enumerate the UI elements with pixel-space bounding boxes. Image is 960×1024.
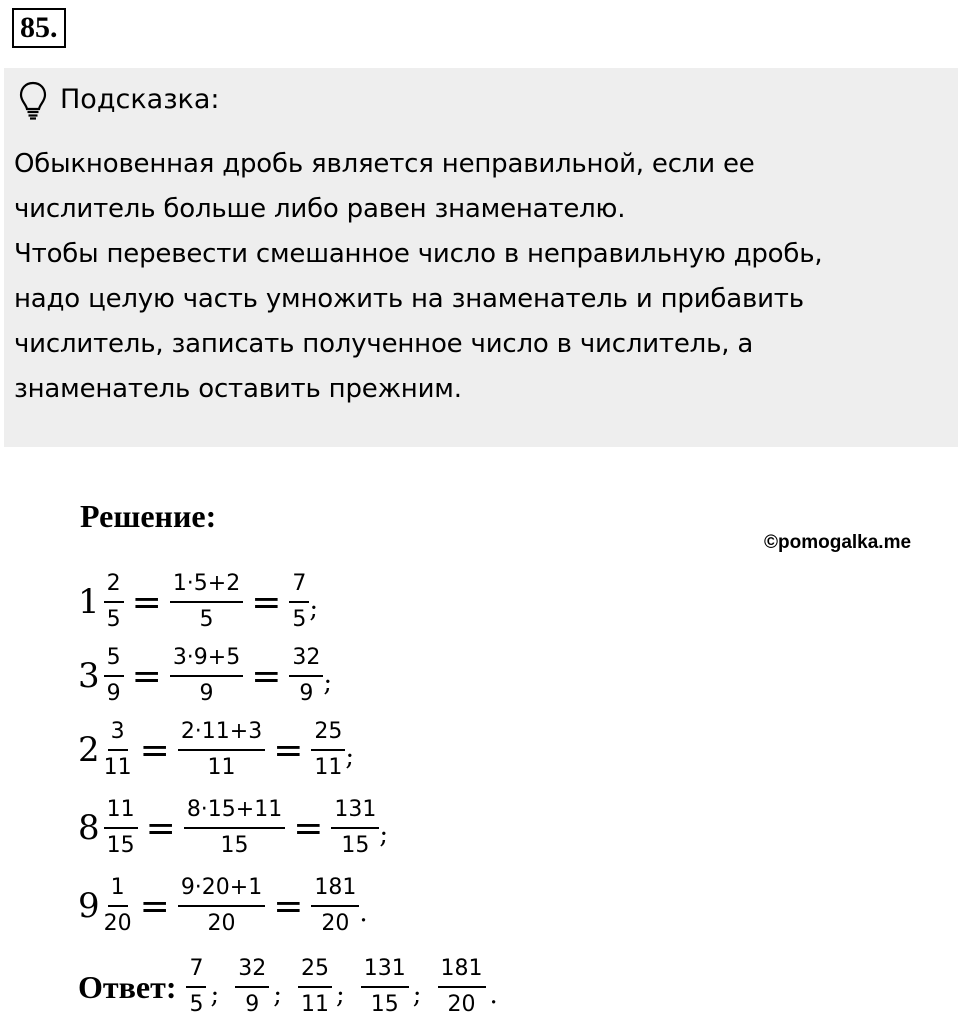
denominator: 20 — [103, 911, 132, 936]
hint-line: числитель, записать полученное число в числитель, а — [14, 329, 754, 359]
hint-text — [14, 142, 944, 412]
numerator: 1·5+2 — [170, 570, 243, 603]
denominator: 11 — [301, 992, 329, 1017]
numerator: 7 — [289, 570, 309, 603]
expression-fraction — [178, 718, 265, 782]
whole-part: 1 — [78, 582, 100, 622]
denominator: 15 — [220, 833, 249, 858]
answer-label: Ответ: — [78, 968, 177, 1005]
denominator: 11 — [103, 755, 132, 780]
denominator: 9 — [245, 992, 260, 1017]
lightbulb-icon — [18, 80, 48, 120]
answer-fraction — [361, 955, 409, 1019]
hint-line: числитель больше либо равен знаменателю. — [14, 194, 626, 224]
whole-part: 3 — [78, 656, 100, 696]
whole-part: 8 — [78, 808, 100, 848]
denominator: 15 — [106, 833, 135, 858]
denominator: 5 — [292, 607, 307, 632]
denominator: 11 — [314, 755, 343, 780]
mixed-fraction — [104, 718, 132, 782]
expression-fraction — [178, 874, 265, 938]
answer-fraction — [186, 955, 206, 1019]
punctuation: ; — [309, 594, 319, 624]
numerator: 181 — [438, 955, 486, 988]
answer-fraction — [298, 955, 332, 1019]
answer-fraction — [438, 955, 486, 1019]
numerator: 2 — [104, 570, 124, 603]
denominator: 15 — [370, 992, 399, 1017]
equals-sign: = — [273, 729, 304, 771]
punctuation: ; — [210, 980, 220, 1010]
whole-part: 9 — [78, 886, 100, 926]
punctuation: ; — [345, 742, 355, 772]
denominator: 5 — [199, 607, 214, 632]
numerator: 25 — [298, 955, 332, 988]
denominator: 9 — [199, 681, 214, 706]
equals-sign: = — [251, 655, 282, 697]
numerator: 5 — [104, 644, 124, 677]
hint-box — [4, 68, 958, 447]
punctuation: . — [359, 898, 368, 928]
denominator: 11 — [207, 755, 236, 780]
punctuation: ; — [336, 980, 345, 1010]
hint-line: Чтобы перевести смешанное число в неправильную дробь, — [14, 239, 823, 269]
equals-sign: = — [131, 655, 162, 697]
denominator: 15 — [341, 833, 370, 858]
equals-sign: = — [131, 581, 162, 623]
result-fraction — [289, 644, 323, 708]
denominator: 20 — [321, 911, 350, 936]
denominator: 5 — [189, 992, 204, 1017]
punctuation: ; — [412, 980, 422, 1010]
hint-line: Обыкновенная дробь является неправильной, если ее — [14, 149, 755, 179]
whole-part: 2 — [78, 730, 100, 770]
solution-title: Решение: — [80, 498, 217, 534]
answer-row — [78, 950, 514, 1024]
punctuation: ; — [273, 980, 282, 1010]
task-number: 85. — [12, 8, 66, 48]
numerator: 1 — [108, 874, 128, 907]
denominator: 9 — [299, 681, 314, 706]
numerator: 32 — [289, 644, 323, 677]
numerator: 25 — [311, 718, 345, 751]
numerator: 32 — [235, 955, 269, 988]
numerator: 181 — [311, 874, 359, 907]
result-fraction — [289, 570, 309, 634]
numerator: 131 — [331, 796, 379, 829]
mixed-fraction — [104, 644, 124, 708]
denominator: 9 — [106, 681, 121, 706]
punctuation: ; — [323, 668, 333, 698]
numerator: 7 — [186, 955, 206, 988]
numerator: 9·20+1 — [178, 874, 265, 907]
equals-sign: = — [293, 807, 324, 849]
numerator: 3 — [108, 718, 128, 751]
expression-fraction — [170, 570, 243, 634]
equals-sign: = — [273, 885, 304, 927]
expression-fraction — [170, 644, 243, 708]
hint-header — [18, 80, 220, 120]
equation-row — [78, 792, 388, 864]
denominator: 5 — [106, 607, 121, 632]
denominator: 20 — [447, 992, 476, 1017]
mixed-fraction — [104, 796, 138, 860]
numerator: 11 — [104, 796, 138, 829]
numerator: 8·15+11 — [184, 796, 285, 829]
hint-title: Подсказка: — [60, 84, 220, 115]
watermark: ©pomogalka.me — [764, 532, 912, 553]
result-fraction — [331, 796, 379, 860]
punctuation: . — [489, 980, 498, 1010]
numerator: 3·9+5 — [170, 644, 243, 677]
denominator: 20 — [207, 911, 236, 936]
equation-row — [78, 714, 354, 786]
result-fraction — [311, 718, 345, 782]
expression-fraction — [184, 796, 285, 860]
numerator: 131 — [361, 955, 409, 988]
equation-row — [78, 640, 332, 712]
numerator: 2·11+3 — [178, 718, 265, 751]
hint-line: надо целую часть умножить на знаменатель и прибавить — [14, 284, 804, 314]
mixed-fraction — [104, 874, 132, 938]
equation-row — [78, 566, 318, 638]
equals-sign: = — [139, 729, 170, 771]
answer-fraction — [235, 955, 269, 1019]
equation-row — [78, 870, 368, 942]
mixed-fraction — [104, 570, 124, 634]
hint-line: знаменатель оставить прежним. — [14, 374, 462, 404]
punctuation: ; — [379, 820, 389, 850]
result-fraction — [311, 874, 359, 938]
equals-sign: = — [139, 885, 170, 927]
equals-sign: = — [145, 807, 176, 849]
equals-sign: = — [251, 581, 282, 623]
